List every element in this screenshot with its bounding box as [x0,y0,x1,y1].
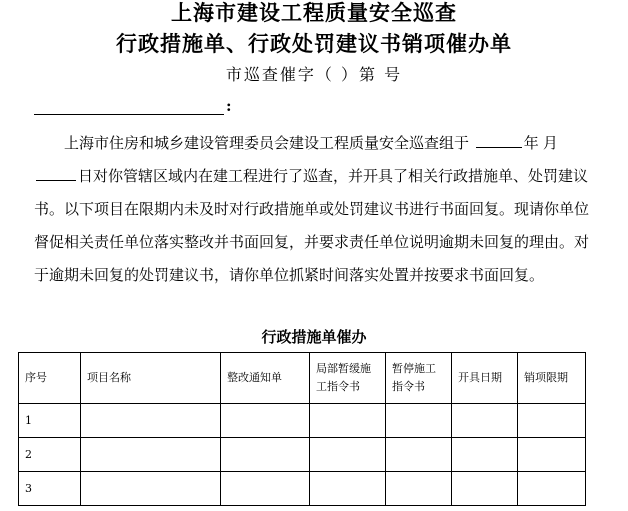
header-cell-rectification-notice: 整改通知单 [221,353,310,404]
document-title-line1: 上海市建设工程质量安全巡查 [171,0,457,25]
header-cell-partial-suspension-order: 局部暂缓施工指令书 [310,353,386,404]
table-cell: 1 [19,404,81,438]
table-cell [81,472,221,506]
table-cell: 3 [19,472,81,506]
body-paragraph [34,127,594,292]
table-cell [386,404,452,438]
recipient-blank-line [34,114,224,115]
body-text-segment-2: 年 [523,134,539,152]
table-cell [452,472,518,506]
table-cell [81,404,221,438]
table-cell [81,438,221,472]
header-cell-suspension-order: 暂停施工指令书 [386,353,452,404]
table-cell [518,404,586,438]
table-cell [221,472,310,506]
month-blank [36,166,76,181]
header-cell-project-name: 项目名称 [81,353,221,404]
table-row [19,404,586,438]
body-text-segment-1: 上海市住房和城乡建设管理委员会建设工程质量安全巡查组于 [64,134,470,152]
table-cell [452,438,518,472]
body-text-segment-3: 月 [542,134,558,152]
table-cell: 2 [19,438,81,472]
table-title: 行政措施单催办 [261,328,367,346]
measures-table [18,352,586,506]
recipient-colon: : [226,97,232,115]
table-row [19,438,586,472]
table-row [19,472,586,506]
table-cell [310,438,386,472]
year-blank [476,133,522,148]
table-cell [310,472,386,506]
table-cell [518,438,586,472]
table-cell [452,404,518,438]
table-header-row [19,353,586,404]
table-cell [386,438,452,472]
table-cell [518,472,586,506]
table-cell [221,438,310,472]
body-text-segment-4: 日对你管辖区域内在建工程进行了巡查，并开具了相关行政措施单、处罚建议书。以下项目在限期内未及时对行政措施单或处罚建议书进行书面回复。现请你单位督促相关责任单位落实整改并书面回复，并要求责任单位说明逾期未回复的理由。对于逾期未回复的处罚建议书，请你单位抓紧时间落实处置并按要求书面回复。 [34,167,590,284]
header-cell-index: 序号 [19,353,81,404]
table-cell [221,404,310,438]
header-cell-deadline: 销项限期 [518,353,586,404]
document-title-line2: 行政措施单、行政处罚建议书销项催办单 [116,31,512,56]
header-cell-issue-date: 开具日期 [452,353,518,404]
table-cell [310,404,386,438]
recipient-field [34,96,234,118]
document-number: 市巡查催字（ ）第 号 [225,65,403,84]
table-cell [386,472,452,506]
